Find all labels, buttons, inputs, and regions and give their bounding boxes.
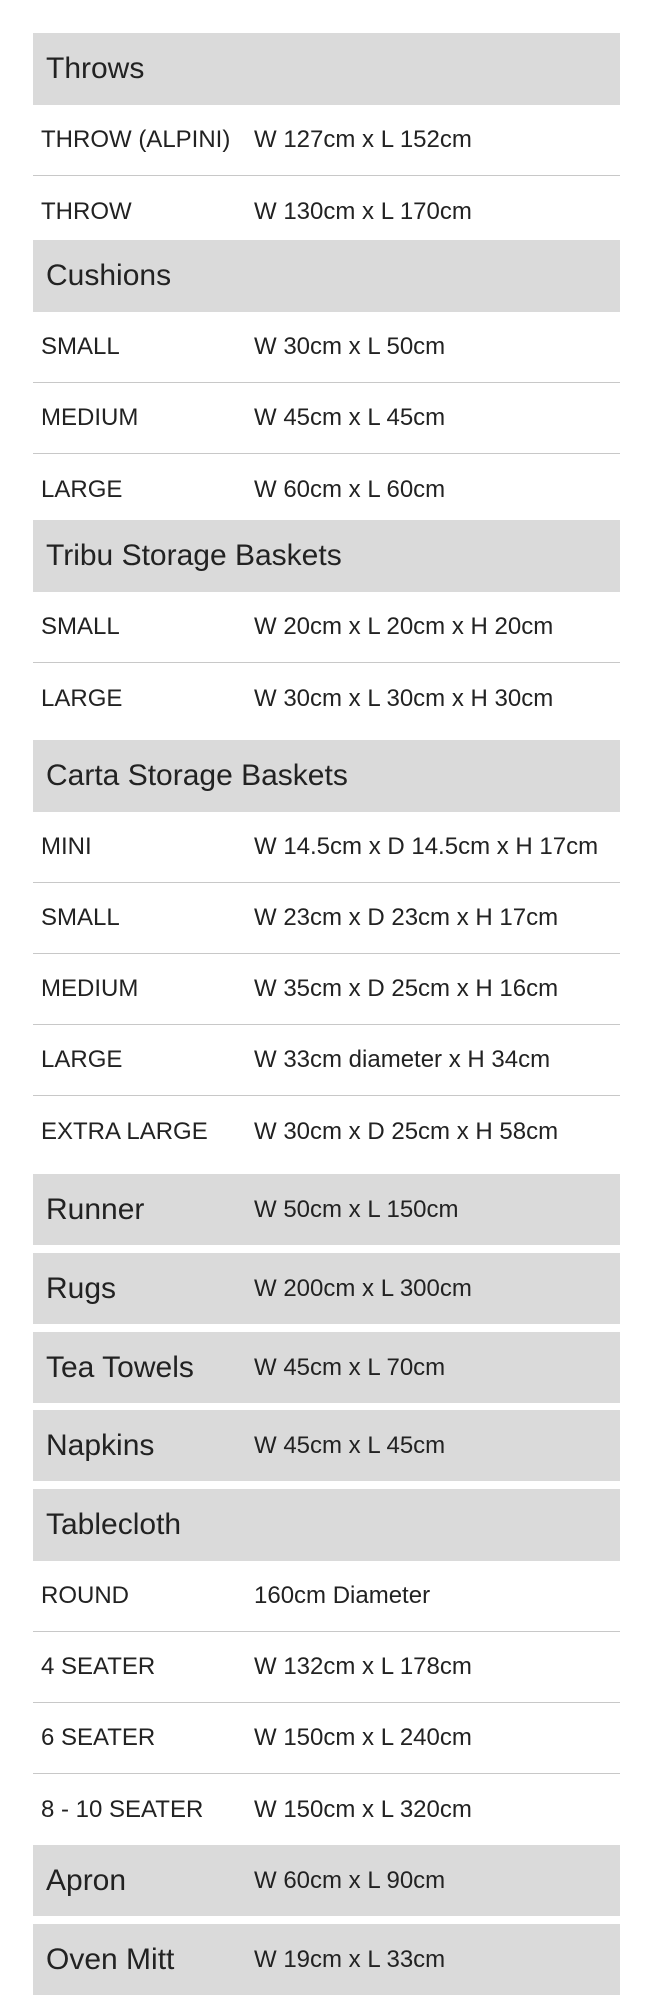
row-label: LARGE <box>41 1046 123 1073</box>
table-row <box>33 663 620 734</box>
row-label: 4 SEATER <box>41 1653 156 1680</box>
section-title: Carta Storage Baskets <box>46 759 348 792</box>
section-header-cushions <box>33 240 620 312</box>
row-label: LARGE <box>41 684 123 712</box>
row-label: THROW (ALPINI) <box>41 126 231 153</box>
section-header-oven-mitt <box>33 1924 620 1995</box>
section-title: Cushions <box>46 259 172 292</box>
row-label: ROUND <box>41 1582 129 1609</box>
section-title: Tribu Storage Baskets <box>46 539 342 572</box>
row-value: W 33cm diameter x H 34cm <box>254 1046 551 1073</box>
row-label: MEDIUM <box>41 404 139 431</box>
row-value: W 150cm x L 320cm <box>254 1795 472 1823</box>
row-value: W 45cm x L 70cm <box>254 1353 446 1381</box>
table-row <box>33 1703 620 1774</box>
row-value: W 200cm x L 300cm <box>254 1274 472 1302</box>
row-value: W 35cm x D 25cm x H 16cm <box>254 975 559 1002</box>
section-title: Tea Towels <box>46 1350 194 1384</box>
table-row <box>33 954 620 1025</box>
row-value: W 30cm x L 50cm <box>254 333 446 360</box>
row-label: SMALL <box>41 613 120 640</box>
section-title: Napkins <box>46 1428 155 1462</box>
table-row <box>33 105 620 176</box>
row-value: W 45cm x L 45cm <box>254 1431 446 1459</box>
row-label: SMALL <box>41 333 120 360</box>
section-header-tablecloth <box>33 1489 620 1561</box>
section-header-tribu-storage-baskets <box>33 520 620 592</box>
row-value: W 23cm x D 23cm x H 17cm <box>254 904 559 931</box>
row-value: W 150cm x L 240cm <box>254 1724 472 1751</box>
section-title: Apron <box>46 1863 127 1897</box>
row-label: LARGE <box>41 475 123 503</box>
section-title: Throws <box>46 52 145 85</box>
section-header-apron <box>33 1845 620 1916</box>
section-header-throws <box>33 33 620 105</box>
table-row <box>33 592 620 663</box>
row-value: W 20cm x L 20cm x H 20cm <box>254 613 554 640</box>
table-row <box>33 1096 620 1167</box>
section-header-rugs <box>33 1253 620 1324</box>
row-label: SMALL <box>41 904 120 931</box>
table-row <box>33 312 620 383</box>
row-label: MEDIUM <box>41 975 139 1002</box>
row-value: W 132cm x L 178cm <box>254 1653 472 1680</box>
row-value: W 45cm x L 45cm <box>254 404 446 431</box>
row-label: EXTRA LARGE <box>41 1117 208 1145</box>
table-row <box>33 383 620 454</box>
row-value: W 127cm x L 152cm <box>254 126 472 153</box>
table-row <box>33 883 620 954</box>
section-title: Oven Mitt <box>46 1942 175 1976</box>
table-row <box>33 1561 620 1632</box>
section-title: Tablecloth <box>46 1508 182 1541</box>
row-value: W 14.5cm x D 14.5cm x H 17cm <box>254 833 599 860</box>
table-row <box>33 454 620 525</box>
row-value: W 50cm x L 150cm <box>254 1195 459 1223</box>
section-header-runner <box>33 1174 620 1245</box>
row-value: W 19cm x L 33cm <box>254 1945 446 1973</box>
table-row <box>33 812 620 883</box>
section-title: Runner <box>46 1192 145 1226</box>
row-label: THROW <box>41 197 132 225</box>
section-title: Rugs <box>46 1271 117 1305</box>
row-label: MINI <box>41 833 92 860</box>
section-header-carta-storage-baskets <box>33 740 620 812</box>
row-label: 6 SEATER <box>41 1724 156 1751</box>
row-value: 160cm Diameter <box>254 1582 431 1609</box>
table-row <box>33 176 620 247</box>
section-header-napkins <box>33 1410 620 1481</box>
row-value: W 30cm x D 25cm x H 58cm <box>254 1117 559 1145</box>
row-value: W 60cm x L 60cm <box>254 475 446 503</box>
row-value: W 30cm x L 30cm x H 30cm <box>254 684 554 712</box>
row-value: W 60cm x L 90cm <box>254 1866 446 1894</box>
row-label: 8 - 10 SEATER <box>41 1795 204 1823</box>
table-row <box>33 1025 620 1096</box>
section-header-tea-towels <box>33 1332 620 1403</box>
table-row <box>33 1774 620 1845</box>
table-row <box>33 1632 620 1703</box>
row-value: W 130cm x L 170cm <box>254 197 472 225</box>
